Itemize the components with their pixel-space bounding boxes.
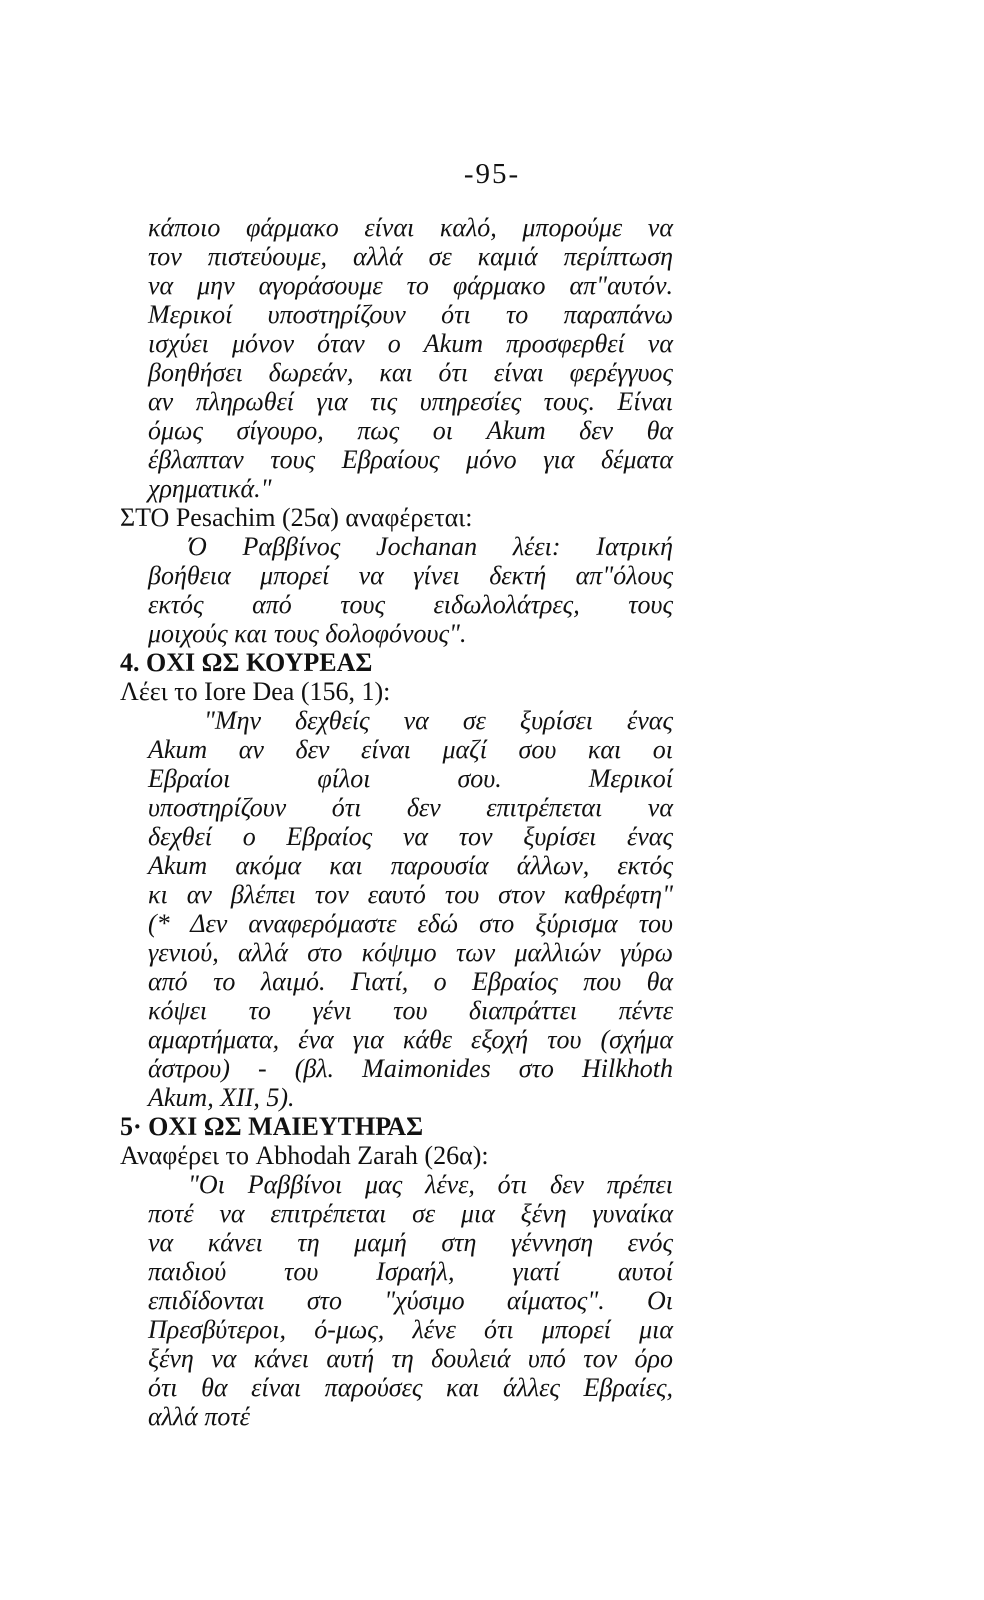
text-line: "Μην δεχθείς να σε ξυρίσει ένας (204, 706, 673, 735)
text-line: ποτέ να επιτρέπεται σε μια ξένη γυναίκα (148, 1199, 673, 1228)
text-line: παιδιού του Ισραήλ, γιατί αυτοί (148, 1257, 673, 1286)
text-line: άστρου) - (βλ. Maimonides στο Hilkhoth (148, 1054, 673, 1083)
text-line: Akum αν δεν είναι μαζί σου και οι (148, 735, 673, 764)
section-heading: 4. ΟΧΙ ΩΣ ΚΟΥΡΕΑΣ (120, 648, 373, 677)
text-line: χρηματικά." (148, 474, 272, 503)
text-line: ισχύει μόνον όταν ο Akum προσφερθεί να (148, 329, 673, 358)
text-line: έβλαπταν τους Εβραίους μόνο για δέματα (148, 445, 673, 474)
text-line: (* Δεν αναφερόμαστε εδώ στο ξύρισμα του (148, 909, 673, 938)
text-line: βοηθήσει δωρεάν, και ότι είναι φερέγγυος (148, 358, 673, 387)
text-line: υποστηρίζουν ότι δεν επιτρέπεται να (148, 793, 673, 822)
text-line: δεχθεί ο Εβραίος να τον ξυρίσει ένας (148, 822, 673, 851)
text-line: Αναφέρει το Abhodah Zarah (26α): (120, 1141, 489, 1170)
text-line: ξένη να κάνει αυτή τη δουλειά υπό τον όρο (148, 1344, 673, 1373)
page-number: -95- (463, 158, 521, 190)
text-line: Akum, XII, 5). (148, 1083, 295, 1112)
text-line: Λέει το Iore Dea (156, 1): (120, 677, 391, 706)
text-line: Akum ακόμα και παρουσία άλλων, εκτός (148, 851, 673, 880)
text-line: Ό Ραββίνος Jochanan λέει: Ιατρική (188, 532, 673, 561)
text-line: επιδίδονται στο "χύσιμο αίματος". Οι (148, 1286, 673, 1315)
text-line: αμαρτήματα, ένα για κάθε εξοχή του (σχήμα (148, 1025, 673, 1054)
text-line: Μερικοί υποστηρίζουν ότι το παραπάνω (148, 300, 673, 329)
text-line: να κάνει τη μαμή στη γέννηση ενός (148, 1228, 673, 1257)
text-line: κι αν βλέπει τον εαυτό του στον καθρέφτη" (148, 880, 673, 909)
text-line: μοιχούς και τους δολοφόνους". (148, 619, 467, 648)
text-line: γενιού, αλλά στο κόψιμο των μαλλιών γύρω (148, 938, 673, 967)
text-line: αν πληρωθεί για τις υπηρεσίες τους. Είναι (148, 387, 673, 416)
text-line: ότι θα είναι παρούσες και άλλες Εβραίες, (148, 1373, 673, 1402)
text-line: τον πιστεύουμε, αλλά σε καμιά περίπτωση (148, 242, 673, 271)
text-line: "Οι Ραββίνοι μας λένε, ότι δεν πρέπει (188, 1170, 673, 1199)
text-line: κάποιο φάρμακο είναι καλό, μπορούμε να (148, 213, 673, 242)
section-heading: 5· ΟΧΙ ΩΣ ΜΑΙΕΥΤΗΡΑΣ (120, 1112, 424, 1141)
text-line: εκτός από τους ειδωλολάτρες, τους (148, 590, 673, 619)
text-line: ΣΤΟ Pesachim (25α) αναφέρεται: (120, 503, 473, 532)
text-line: Εβραίοι φίλοι σου. Μερικοί (148, 764, 673, 793)
text-line: αλλά ποτέ (148, 1402, 250, 1431)
text-line: βοήθεια μπορεί να γίνει δεκτή απ"όλους (148, 561, 673, 590)
text-line: να μην αγοράσουμε το φάρμακο απ"αυτόν. (148, 271, 673, 300)
text-line: όμως σίγουρο, πως οι Akum δεν θα (148, 416, 673, 445)
text-line: από το λαιμό. Γιατί, ο Εβραίος που θα (148, 967, 673, 996)
text-line: Πρεσβύτεροι, ό-μως, λένε ότι μπορεί μια (148, 1315, 673, 1344)
text-line: κόψει το γένι του διαπράττει πέντε (148, 996, 673, 1025)
